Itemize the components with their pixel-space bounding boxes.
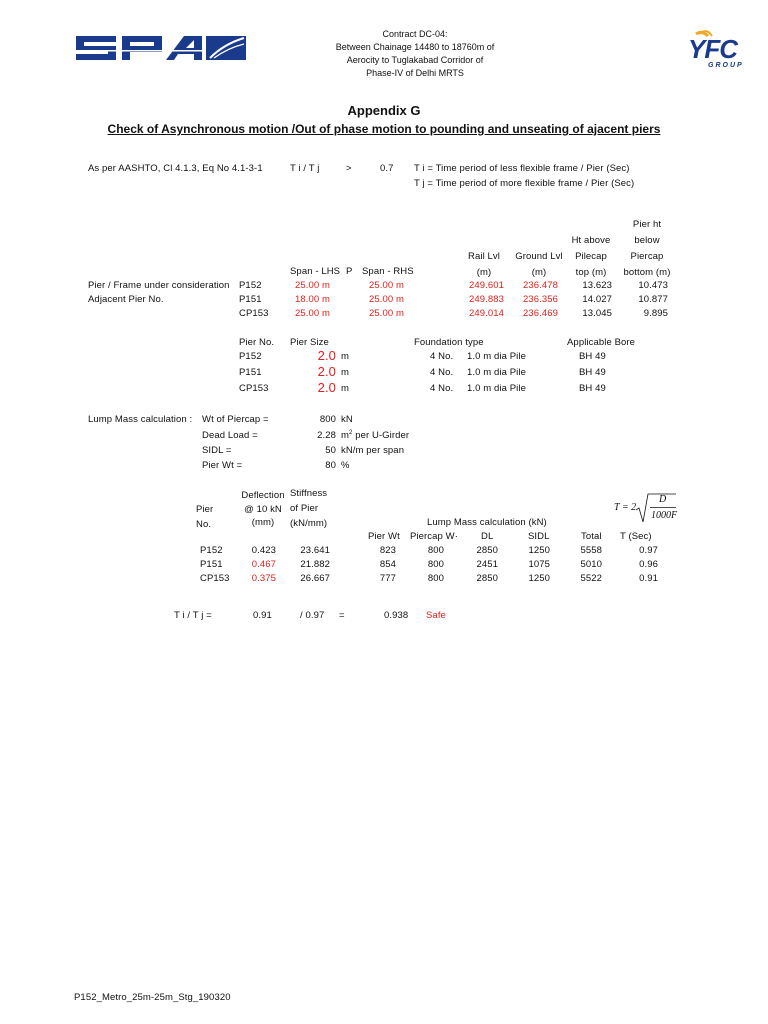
formula-lhs: T = 2 <box>614 502 637 513</box>
period-row-dl: 2451 <box>476 559 498 570</box>
span-row-rail-lvl: 249.601 <box>468 280 504 291</box>
foundation-row-unit: m <box>341 383 350 394</box>
header-pier <box>196 502 226 532</box>
criterion-lhs: T i / T j <box>290 163 320 174</box>
header-ground-lvl-line1: Ground Lvl <box>515 251 563 262</box>
header-lump-mass-title: Lump Mass calculation (kN) <box>427 517 547 528</box>
lump-mass-item-value: 2.28 <box>317 430 336 441</box>
span-row-rail-lvl: 249.883 <box>468 294 504 305</box>
period-row-total: 5522 <box>580 573 602 584</box>
header-piercap-wt: Piercap W· <box>410 531 458 542</box>
foundation-row-pier-size: 2.0 <box>317 380 336 395</box>
yfc-logo-text: YFC <box>688 34 737 64</box>
contract-header <box>300 28 530 80</box>
period-row-sidl: 1250 <box>528 573 550 584</box>
span-row-rail-lvl: 249.014 <box>468 308 504 319</box>
lump-mass-label: Lump Mass calculation : <box>88 414 193 425</box>
foundation-row-pier-size: 2.0 <box>317 364 336 379</box>
criterion-reference: As per AASHTO, Cl 4.1.3, Eq No 4.1-3-1 <box>88 163 263 174</box>
header-deflection-line2: @ 10 kN <box>244 503 282 515</box>
span-row-pier: P152 <box>239 280 262 291</box>
lump-mass-item-unit-superscript: 2 <box>349 430 353 436</box>
foundation-row-count: 4 No. <box>430 367 454 378</box>
period-row-t-sec: 0.91 <box>639 573 658 584</box>
span-row-pier-ht: 10.877 <box>638 294 668 305</box>
foundation-row-unit: m <box>341 367 350 378</box>
period-row-pier: CP153 <box>200 573 230 584</box>
foundation-row-type: 1.0 m dia Pile <box>467 367 526 378</box>
header-ht-above-line2: Pilecap <box>575 251 607 262</box>
header-sidl: SIDL <box>528 531 550 542</box>
header-ht-above-line1: Ht above <box>571 235 611 246</box>
header-stiffness-line3: (kN/mm) <box>290 518 328 529</box>
result-ti: 0.91 <box>253 610 272 621</box>
lump-mass-item-value: 800 <box>319 414 336 425</box>
header-rail-lvl-line2: (m) <box>476 267 492 278</box>
lump-mass-item-label: Wt of Piercap = <box>202 414 269 425</box>
lump-mass-item-label: Dead Load = <box>202 430 258 441</box>
footer-filename: P152_Metro_25m-25m_Stg_190320 <box>74 992 231 1003</box>
header-rail-lvl <box>462 249 506 281</box>
period-row-t-sec: 0.96 <box>639 559 658 570</box>
foundation-row-count: 4 No. <box>430 383 454 394</box>
lump-mass-item-value: 50 <box>325 445 336 456</box>
period-row-sidl: 1075 <box>528 559 550 570</box>
period-row-pier: P151 <box>200 559 223 570</box>
period-row-piercap-wt: 800 <box>427 573 444 584</box>
result-ratio: 0.938 <box>384 610 409 621</box>
foundation-row-pier: CP153 <box>239 383 269 394</box>
foundation-row-bore: BH 49 <box>579 367 606 378</box>
header-pier-ht <box>618 217 676 281</box>
header-line-3: Aerocity to Tuglakabad Corridor of <box>346 55 484 65</box>
foundation-row-pier: P151 <box>239 367 262 378</box>
row-label-adjacent-pier: Adjacent Pier No. <box>88 294 164 305</box>
span-row-pier: CP153 <box>239 308 269 319</box>
header-pier-no: Pier No. <box>239 337 275 348</box>
header-pier-size: Pier Size <box>290 337 329 348</box>
span-row-span-rhs: 25.00 m <box>369 294 405 305</box>
header-total: Total <box>581 531 602 542</box>
lump-mass-item-unit: $m^2$ per U-Girder <box>341 430 410 442</box>
period-row-pier-wt: 777 <box>379 573 396 584</box>
header-deflection-line1: Deflection <box>241 490 285 501</box>
header-dl: DL <box>481 531 494 542</box>
criterion-definition-j: T j = Time period of more flexible frame / Pier (Sec) <box>414 178 635 189</box>
header-applicable-bore: Applicable Bore <box>567 337 636 348</box>
span-row-ground-lvl: 236.469 <box>522 308 558 319</box>
span-row-pier-ht: 10.473 <box>638 280 668 291</box>
criterion-definition-i: T i = Time period of less flexible frame / Pier (Sec) <box>414 163 630 174</box>
span-row-span-rhs: 25.00 m <box>369 280 405 291</box>
header-t-sec: T (Sec) <box>620 531 652 542</box>
span-row-span-lhs: 18.00 m <box>295 294 331 305</box>
period-row-dl: 2850 <box>476 545 498 556</box>
header-pier-ht-line4: bottom (m) <box>623 267 671 278</box>
period-row-sidl: 1250 <box>528 545 550 556</box>
foundation-row-count: 4 No. <box>430 351 454 362</box>
foundation-row-type: 1.0 m dia Pile <box>467 351 526 362</box>
span-row-ht-above: 13.623 <box>582 280 612 291</box>
header-line-1: Contract DC-04: <box>382 29 448 39</box>
header-pier-ht-line2: below <box>634 235 660 246</box>
result-status-badge: Safe <box>426 610 446 621</box>
lump-mass-item-value: 80 <box>325 460 336 471</box>
header-stiffness-line2: of Pier <box>290 503 319 514</box>
header-ht-above <box>566 233 616 281</box>
header-stiffness <box>290 486 327 531</box>
header-deflection-line3: (mm) <box>251 517 275 528</box>
span-row-span-lhs: 25.00 m <box>295 280 331 291</box>
period-row-stiffness: 26.667 <box>300 573 330 584</box>
yfc-logo-subtext: GROUP <box>708 62 744 69</box>
span-row-ht-above: 14.027 <box>582 294 612 305</box>
foundation-row-pier: P152 <box>239 351 262 362</box>
header-pier-wt: Pier Wt <box>368 531 400 542</box>
result-equals: = <box>339 610 345 621</box>
span-row-ground-lvl: 236.478 <box>522 280 558 291</box>
period-formula <box>614 492 676 526</box>
period-row-pier-wt: 854 <box>379 559 396 570</box>
result-label: T i / T j = <box>174 610 212 621</box>
span-row-span-rhs: 25.00 m <box>369 308 405 319</box>
lump-mass-item-unit: kN <box>341 414 353 425</box>
period-row-total: 5558 <box>580 545 602 556</box>
header-span-rhs: Span - RHS <box>362 266 414 277</box>
period-row-t-sec: 0.97 <box>639 545 658 556</box>
period-row-deflection: 0.423 <box>251 545 276 556</box>
header-line-4: Phase-IV of Delhi MRTS <box>366 68 464 78</box>
header-foundation-type: Foundation type <box>414 337 484 348</box>
lump-mass-item-unit: kN/m per span <box>341 445 405 456</box>
period-row-deflection: 0.467 <box>251 559 276 570</box>
header-deflection <box>236 489 290 530</box>
header-stiffness-line1: Stiffness <box>290 488 328 499</box>
period-row-dl: 2850 <box>476 573 498 584</box>
header-pier-ht-line3: Piercap <box>630 251 664 262</box>
header-line-2: Between Chainage 14480 to 18760m of <box>335 42 495 52</box>
header-ground-lvl <box>512 249 566 281</box>
header-p: P <box>346 266 353 277</box>
result-tj: / 0.97 <box>300 610 325 621</box>
foundation-row-pier-size: 2.0 <box>317 348 336 363</box>
period-row-deflection: 0.375 <box>251 573 276 584</box>
page-title: Appendix G <box>347 103 421 118</box>
lump-mass-item-label: SIDL = <box>202 445 232 456</box>
foundation-row-bore: BH 49 <box>579 351 606 362</box>
formula-numerator: D <box>659 494 667 505</box>
spa-logo <box>74 30 248 64</box>
header-span-lhs: Span - LHS <box>290 266 341 277</box>
period-row-pier-wt: 823 <box>379 545 396 556</box>
span-row-pier: P151 <box>239 294 262 305</box>
header-ht-above-line3: top (m) <box>575 267 607 278</box>
period-row-total: 5010 <box>580 559 602 570</box>
span-row-ground-lvl: 236.356 <box>522 294 558 305</box>
period-row-stiffness: 21.882 <box>300 559 330 570</box>
span-row-ht-above: 13.045 <box>582 308 612 319</box>
span-row-pier-ht: 9.895 <box>643 308 668 319</box>
foundation-row-unit: m <box>341 351 350 362</box>
lump-mass-item-unit: % <box>341 460 350 471</box>
period-row-pier: P152 <box>200 545 223 556</box>
header-pier-ht-line1: Pier ht <box>632 219 662 230</box>
header-pier-line2: No. <box>196 519 212 530</box>
foundation-row-bore: BH 49 <box>579 383 606 394</box>
header-ground-lvl-line2: (m) <box>531 267 547 278</box>
period-row-piercap-wt: 800 <box>427 545 444 556</box>
header-pier-line1: Pier <box>196 504 214 515</box>
row-label-pier-under-consideration: Pier / Frame under consideration <box>88 280 230 291</box>
foundation-row-type: 1.0 m dia Pile <box>467 383 526 394</box>
page-subtitle: Check of Asynchronous motion /Out of phase motion to pounding and unseating of ajacent piers <box>107 122 661 136</box>
period-row-stiffness: 23.641 <box>300 545 330 556</box>
span-row-span-lhs: 25.00 m <box>295 308 331 319</box>
lump-mass-item-label: Pier Wt = <box>202 460 243 471</box>
criterion-operator: > <box>346 163 352 174</box>
formula-denominator: 1000F <box>651 510 678 521</box>
criterion-limit: 0.7 <box>380 163 394 174</box>
lump-mass-item-unit-suffix: per U-Girder <box>352 430 410 442</box>
period-row-piercap-wt: 800 <box>427 559 444 570</box>
header-rail-lvl-line1: Rail Lvl <box>468 251 500 262</box>
